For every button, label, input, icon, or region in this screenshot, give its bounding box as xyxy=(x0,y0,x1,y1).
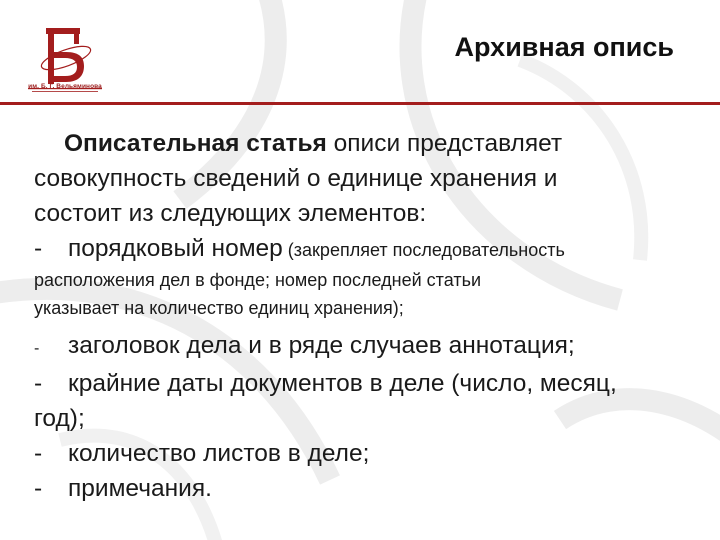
list-item-3 xyxy=(34,366,699,401)
list-item-2 xyxy=(34,328,699,366)
paragraph-line-3: состоит из следующих элементов: xyxy=(34,200,427,227)
bullet-dash: - xyxy=(34,370,43,397)
term-bold: Описательная статья xyxy=(64,130,327,157)
list-item-1-cont-2: указывает на количество единиц хранения); xyxy=(34,298,404,318)
list-item-1-main: порядковый номер xyxy=(68,235,283,262)
list-item-5-text: примечания. xyxy=(68,475,212,502)
intro-rest: описи представляет xyxy=(326,130,563,157)
list-item-1 xyxy=(34,231,699,266)
list-item-5 xyxy=(34,471,699,506)
bullet-dash: - xyxy=(34,340,40,357)
header-divider xyxy=(0,102,720,105)
bullet-dash: - xyxy=(34,475,43,502)
list-item-1-paren: (закрепляет последовательность xyxy=(282,240,565,260)
list-item-2-text: заголовок дела и в ряде случаев аннотация; xyxy=(68,332,575,359)
list-item-1-cont-1: расположения дел в фонде; номер последней статьи xyxy=(34,270,482,290)
list-item-4 xyxy=(34,436,699,471)
page-title: Архивная опись xyxy=(454,32,674,62)
bullet-dash: - xyxy=(34,235,43,262)
logo-caption: им. Б. Г. Вельяминова xyxy=(28,83,102,90)
list-item-3-text: крайние даты документов в деле (число, месяц, xyxy=(68,370,617,397)
list-item-3-cont: год); xyxy=(34,405,85,432)
bullet-dash: - xyxy=(34,440,43,467)
paragraph-line-2: совокупность сведений о единице хранения и xyxy=(34,165,558,192)
paragraph-line-1 xyxy=(34,126,699,161)
list-item-4-text: количество листов в деле; xyxy=(68,440,370,467)
main-text xyxy=(34,126,699,506)
